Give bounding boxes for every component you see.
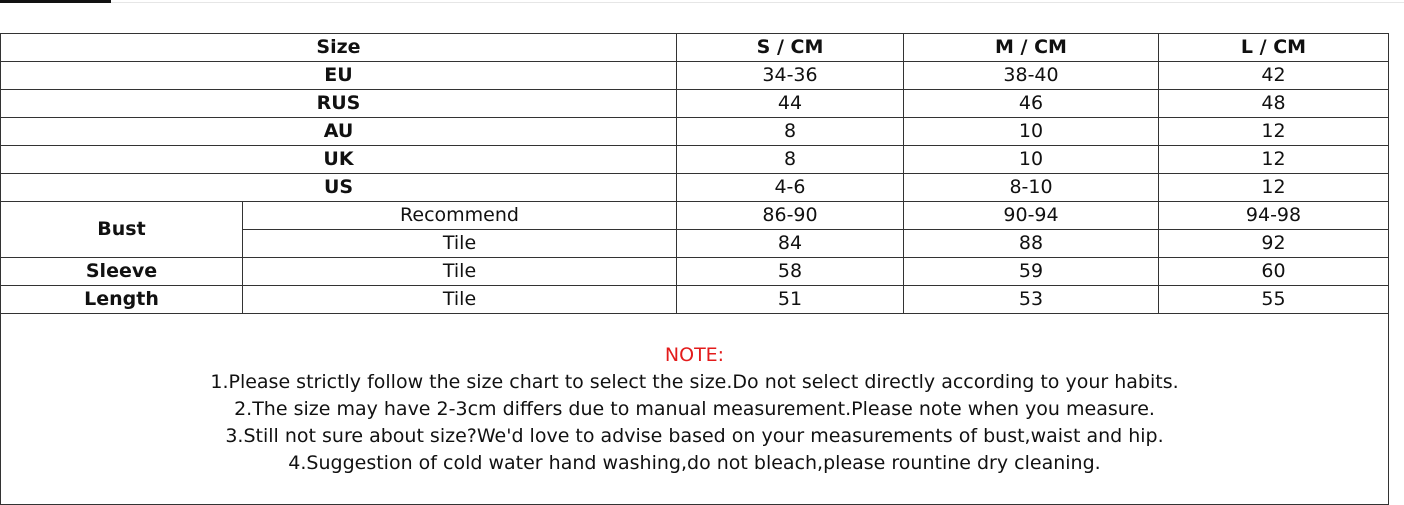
- cell-length-m: 53: [904, 286, 1159, 314]
- cell-sleeve-m: 59: [904, 258, 1159, 286]
- cell-eu-m: 38-40: [904, 62, 1159, 90]
- header-l-cm: L / CM: [1159, 34, 1389, 62]
- cell-bust-recommend-s: 86-90: [677, 202, 904, 230]
- bust-recommend-type: Recommend: [243, 202, 677, 230]
- bust-tile-type: Tile: [243, 230, 677, 258]
- cell-bust-tile-l: 92: [1159, 230, 1389, 258]
- note-title: NOTE:: [664, 344, 725, 366]
- sleeve-type: Tile: [243, 258, 677, 286]
- row-label-us: US: [1, 174, 677, 202]
- cell-us-s: 4-6: [677, 174, 904, 202]
- cell-sleeve-s: 58: [677, 258, 904, 286]
- cell-au-s: 8: [677, 118, 904, 146]
- cell-sleeve-l: 60: [1159, 258, 1389, 286]
- row-label-rus: RUS: [1, 90, 677, 118]
- cell-uk-l: 12: [1159, 146, 1389, 174]
- cell-us-m: 8-10: [904, 174, 1159, 202]
- table-row: [1, 62, 1389, 90]
- cell-eu-l: 42: [1159, 62, 1389, 90]
- cell-eu-s: 34-36: [677, 62, 904, 90]
- cell-uk-m: 10: [904, 146, 1159, 174]
- row-label-uk: UK: [1, 146, 677, 174]
- table-row: [1, 258, 1389, 286]
- note-line-1: 1.Please strictly follow the size chart to select the size.Do not select directly according to your habits.: [210, 371, 1179, 393]
- table-row: [1, 90, 1389, 118]
- top-accent-bar: [0, 0, 111, 3]
- table-row: [1, 118, 1389, 146]
- cell-bust-tile-s: 84: [677, 230, 904, 258]
- header-m-cm: M / CM: [904, 34, 1159, 62]
- note-cell: [1, 314, 1389, 505]
- note-line-2: 2.The size may have 2-3cm differs due to manual measurement.Please note when you measure.: [234, 398, 1155, 420]
- cell-bust-tile-m: 88: [904, 230, 1159, 258]
- note-line-3: 3.Still not sure about size?We'd love to advise based on your measurements of bust,waist and hip.: [225, 425, 1164, 447]
- top-divider: [0, 2, 1404, 3]
- cell-us-l: 12: [1159, 174, 1389, 202]
- table-row: [1, 286, 1389, 314]
- table-row: [1, 174, 1389, 202]
- size-chart-table: [0, 33, 1389, 505]
- cell-rus-m: 46: [904, 90, 1159, 118]
- cell-length-l: 55: [1159, 286, 1389, 314]
- cell-rus-s: 44: [677, 90, 904, 118]
- cell-bust-recommend-l: 94-98: [1159, 202, 1389, 230]
- header-s-cm: S / CM: [677, 34, 904, 62]
- length-type: Tile: [243, 286, 677, 314]
- cell-au-m: 10: [904, 118, 1159, 146]
- table-header-row: [1, 34, 1389, 62]
- cell-rus-l: 48: [1159, 90, 1389, 118]
- row-label-sleeve: Sleeve: [1, 258, 243, 286]
- note-line-4: 4.Suggestion of cold water hand washing,do not bleach,please rountine dry cleaning.: [288, 452, 1101, 474]
- cell-bust-recommend-m: 90-94: [904, 202, 1159, 230]
- table-row: [1, 146, 1389, 174]
- table-row: [1, 202, 1389, 230]
- cell-au-l: 12: [1159, 118, 1389, 146]
- row-label-au: AU: [1, 118, 677, 146]
- cell-uk-s: 8: [677, 146, 904, 174]
- row-label-length: Length: [1, 286, 243, 314]
- row-label-bust: Bust: [1, 202, 243, 258]
- row-label-eu: EU: [1, 62, 677, 90]
- cell-length-s: 51: [677, 286, 904, 314]
- header-size: Size: [1, 34, 677, 62]
- note-row: [1, 314, 1389, 505]
